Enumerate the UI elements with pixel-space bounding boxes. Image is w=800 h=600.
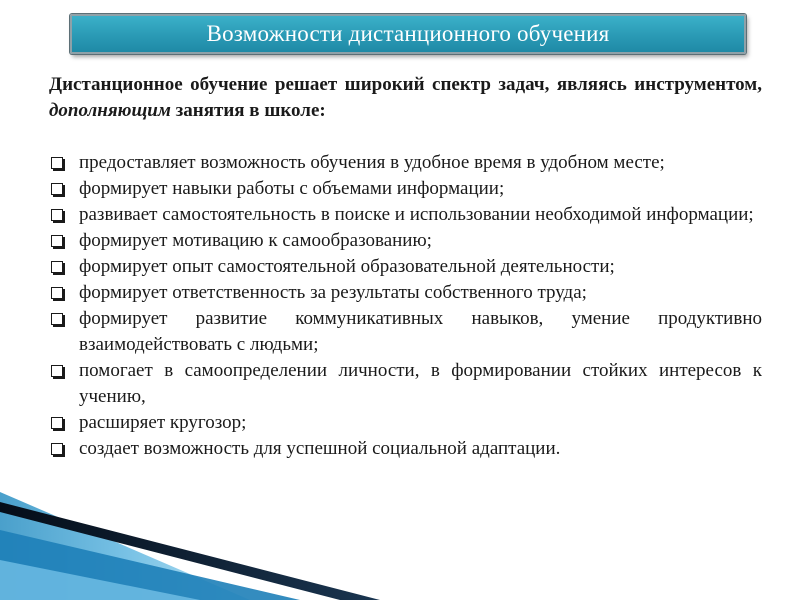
- slide-content: [49, 72, 762, 462]
- list-item: [49, 410, 762, 436]
- list-item-text: формирует навыки работы с объемами информации;: [79, 178, 505, 199]
- slide-title: Возможности дистанционного обучения: [206, 21, 610, 46]
- list-item-text: развивает самостоятельность в поиске и использовании необходимой информации;: [79, 204, 754, 225]
- intro-text-part2: занятия в школе:: [170, 100, 326, 121]
- list-item: [49, 436, 762, 462]
- checkbox-bullet-icon: [51, 209, 63, 221]
- checkbox-bullet-icon: [51, 157, 63, 169]
- list-item-text: предоставляет возможность обучения в удобное время в удобном месте;: [79, 152, 665, 173]
- slide-title-bar: [70, 14, 746, 54]
- decorative-swoosh: [0, 490, 800, 600]
- intro-text-part1: Дистанционное обучение решает широкий спектр задач, являясь инструментом,: [49, 74, 762, 95]
- list-item: [49, 176, 762, 202]
- swoosh-highlight: [0, 560, 200, 600]
- list-item: [49, 280, 762, 306]
- list-item: [49, 228, 762, 254]
- checkbox-bullet-icon: [51, 417, 63, 429]
- checkbox-bullet-icon: [51, 287, 63, 299]
- intro-emphasis: дополняющим: [49, 100, 171, 121]
- checkbox-bullet-icon: [51, 365, 63, 377]
- bullet-list: [49, 150, 762, 462]
- list-item-text: формирует опыт самостоятельной образовательной деятельности;: [79, 256, 615, 277]
- list-item-text: формирует мотивацию к самообразованию;: [79, 230, 432, 251]
- list-item-text: создает возможность для успешной социальной адаптации.: [79, 438, 561, 459]
- checkbox-bullet-icon: [51, 443, 63, 455]
- list-item-text: формирует ответственность за результаты собственного труда;: [79, 282, 587, 303]
- swoosh-light-blue: [0, 492, 250, 600]
- list-item-text: расширяет кругозор;: [79, 412, 247, 433]
- checkbox-bullet-icon: [51, 235, 63, 247]
- list-item: [49, 150, 762, 176]
- intro-paragraph: [49, 72, 762, 124]
- list-item-text: помогает в самоопределении личности, в формировании стойких интересов к учению,: [79, 360, 762, 407]
- list-item: [49, 202, 762, 228]
- swoosh-dark: [0, 502, 380, 600]
- checkbox-bullet-icon: [51, 261, 63, 273]
- list-item: [49, 254, 762, 280]
- checkbox-bullet-icon: [51, 183, 63, 195]
- list-item-text: формирует развитие коммуникативных навыков, умение продуктивно взаимодействовать с людьми;: [79, 308, 762, 355]
- checkbox-bullet-icon: [51, 313, 63, 325]
- swoosh-blue: [0, 530, 300, 600]
- list-item: [49, 358, 762, 410]
- list-item: [49, 306, 762, 358]
